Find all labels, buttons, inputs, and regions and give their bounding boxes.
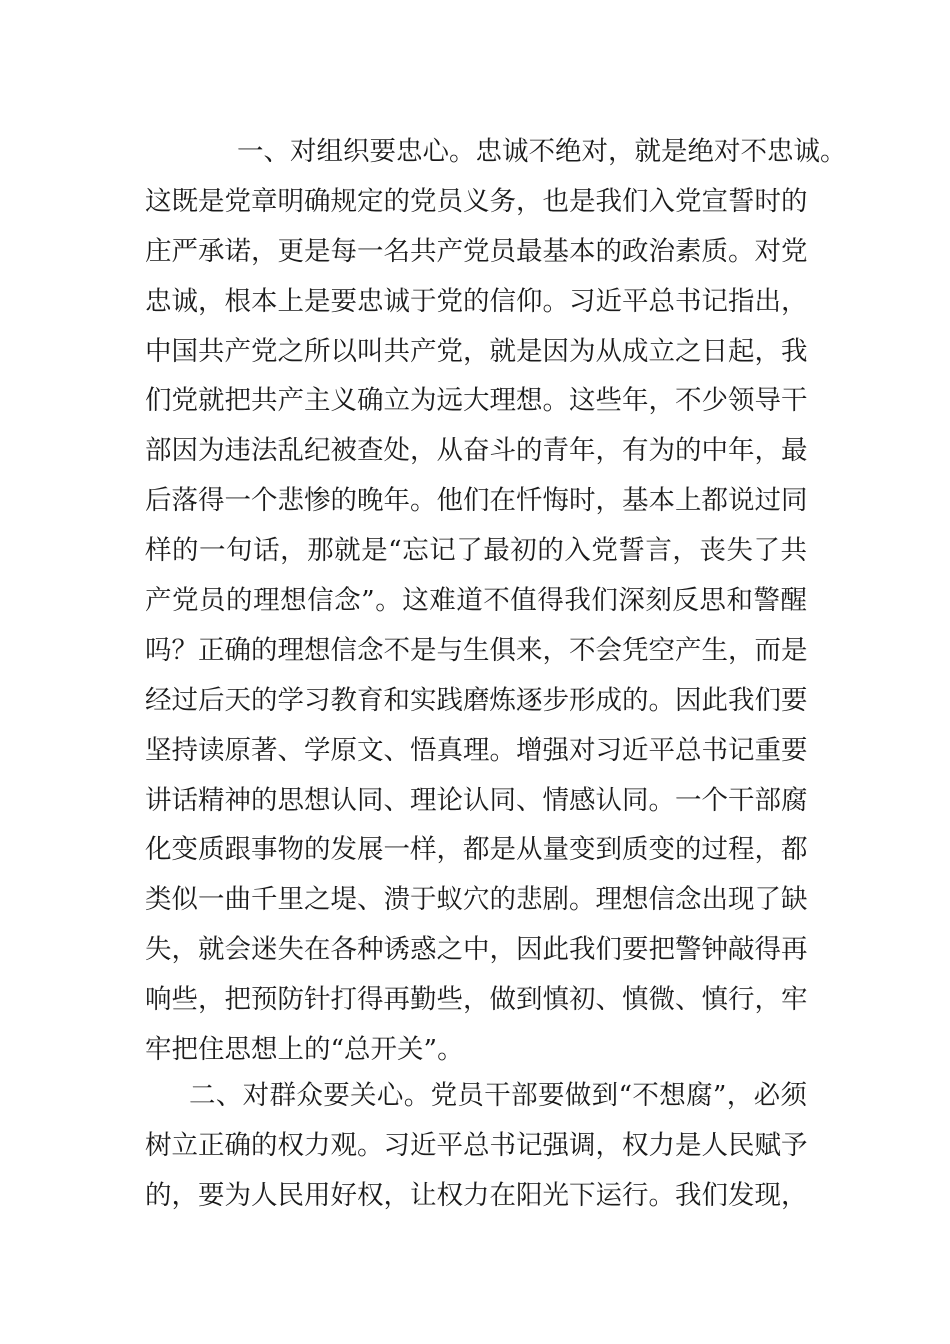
text-line: 响些，把预防针打得再勤些，做到慎初、慎微、慎行，牢 (145, 984, 808, 1016)
text-line: 忠诚，根本上是要忠诚于党的信仰。习近平总书记指出， (145, 285, 808, 317)
text-line: 们党就把共产主义确立为远大理想。这些年，不少领导干 (145, 385, 808, 417)
text-line: 后落得一个悲惨的晚年。他们在忏悔时，基本上都说过同 (145, 485, 808, 517)
paragraph-loyalty-to-organization (145, 127, 847, 1075)
text-line: 坚持读原著、学原文、悟真理。增强对习近平总书记重要 (145, 734, 808, 766)
text-line: 经过后天的学习教育和实践磨炼逐步形成的。因此我们要 (145, 684, 808, 716)
text-line: 部因为违法乱纪被查处，从奋斗的青年，有为的中年，最 (145, 435, 808, 467)
text-line: 牢把住思想上的“总开关”。 (145, 1034, 464, 1066)
text-line: 中国共产党之所以叫共产党，就是因为从成立之日起，我 (145, 335, 808, 367)
text-line: 化变质跟事物的发展一样，都是从量变到质变的过程，都 (145, 834, 808, 866)
text-line: 吗？正确的理想信念不是与生俱来，不会凭空产生，而是 (145, 634, 808, 666)
text-line: 讲话精神的思想认同、理论认同、情感认同。一个干部腐 (145, 784, 808, 816)
text-line: 二、对群众要关心。党员干部要做到“不想腐”，必须 (189, 1080, 807, 1111)
text-line: 类似一曲千里之堤、溃于蚁穴的悲剧。理想信念出现了缺 (145, 884, 808, 916)
text-line: 的，要为人民用好权，让权力在阳光下运行。我们发现， (145, 1179, 808, 1211)
text-line: 失，就会迷失在各种诱惑之中，因此我们要把警钟敲得再 (145, 934, 808, 966)
paragraph-care-for-masses (145, 1071, 807, 1221)
text-line: 树立正确的权力观。习近平总书记强调，权力是人民赋予 (145, 1129, 808, 1161)
text-line: 一、对组织要忠心。忠诚不绝对，就是绝对不忠诚。 (237, 136, 847, 167)
text-line: 这既是党章明确规定的党员义务，也是我们入党宣誓时的 (145, 185, 808, 217)
text-line: 样的一句话，那就是“忘记了最初的入党誓言，丧失了共 (145, 535, 807, 567)
text-line: 产党员的理想信念”。这难道不值得我们深刻反思和警醒 (145, 585, 807, 617)
text-line: 庄严承诺，更是每一名共产党员最基本的政治素质。对党 (145, 235, 808, 267)
